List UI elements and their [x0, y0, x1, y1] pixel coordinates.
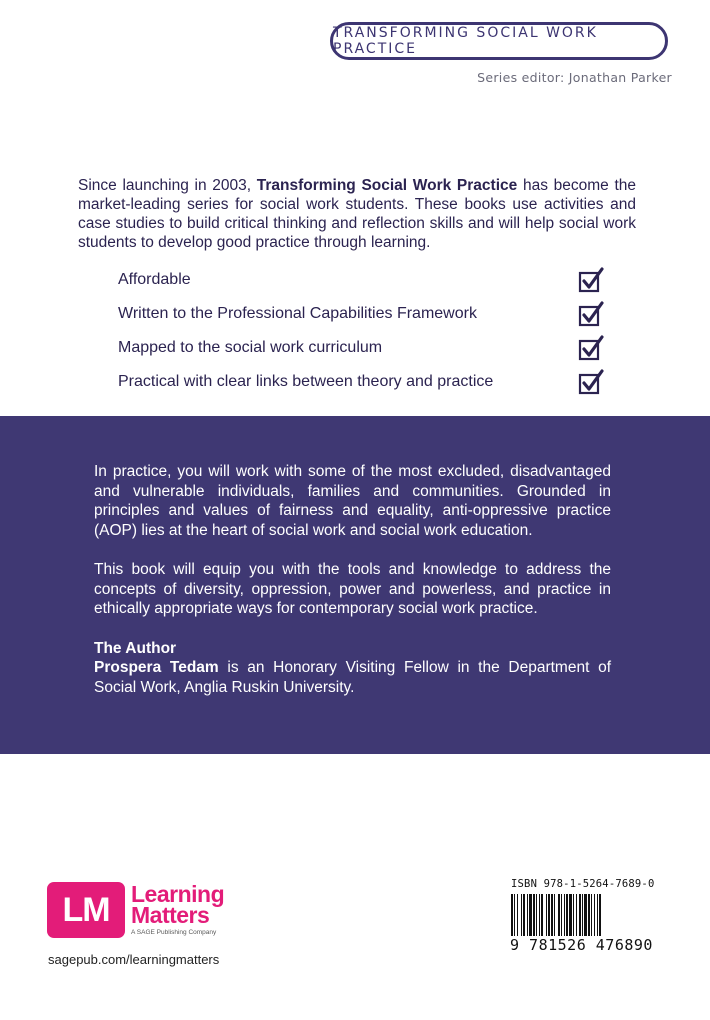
barcode-bar: [584, 894, 587, 936]
logo-wordmark: [131, 881, 225, 936]
publisher-logo: [47, 882, 224, 938]
barcode-digits: 9 781526 476890: [510, 936, 653, 954]
feature-label: Mapped to the social work curriculum: [118, 339, 383, 356]
barcode-bar: [523, 894, 525, 936]
publisher-website: sagepub.com/learningmatters: [48, 952, 220, 967]
logo-initials: LM: [47, 882, 125, 938]
logo-tagline: A SAGE Publishing Company: [131, 929, 217, 936]
barcode-bar: [533, 894, 535, 936]
barcode-bar: [564, 894, 565, 936]
blurb-paragraph-2: This book will equip you with the tools and knowledge to address the concepts of diversity, oppression, power and powerless, and practice in ethically appropriate ways for contemporary social work practice.: [94, 561, 611, 617]
barcode-bar: [576, 894, 577, 936]
barcode-bar: [541, 894, 543, 936]
series-editor: Series editor: Jonathan Parker: [477, 70, 672, 85]
barcode-bar: [588, 894, 590, 936]
feature-item: [118, 263, 604, 297]
barcode-bar: [517, 894, 518, 936]
barcode-bar: [569, 894, 572, 936]
barcode-bar: [548, 894, 550, 936]
feature-label: Affordable: [118, 271, 191, 288]
checkbox-checked-icon: [578, 369, 604, 395]
feature-item: [118, 297, 604, 331]
barcode-bar: [521, 894, 522, 936]
author-section: [94, 639, 611, 698]
feature-item: [118, 331, 604, 365]
series-title: TRANSFORMING SOCIAL WORK PRACTICE: [333, 25, 598, 57]
author-bio: is an Honorary Visiting Fellow in the Department of Social Work, Anglia Ruskin University.: [94, 659, 611, 696]
series-badge: [330, 22, 668, 60]
barcode-bar: [573, 894, 574, 936]
barcode-bar: [594, 894, 595, 936]
isbn-label: ISBN 978-1-5264-7689-0: [511, 878, 655, 890]
barcode-bar: [597, 894, 598, 936]
blurb-text: [94, 462, 611, 717]
barcode-bar: [539, 894, 540, 936]
intro-paragraph: [78, 176, 636, 252]
barcode-bar: [582, 894, 583, 936]
barcode-bar: [527, 894, 528, 936]
blurb-band: [0, 416, 710, 754]
barcode-bar: [591, 894, 592, 936]
barcode-bar: [514, 894, 515, 936]
barcode-bar: [554, 894, 555, 936]
barcode-bar: [511, 894, 513, 936]
feature-label: Written to the Professional Capabilities Framework: [118, 305, 477, 322]
checkbox-checked-icon: [578, 267, 604, 293]
barcode-bar: [536, 894, 537, 936]
checkbox-checked-icon: [578, 335, 604, 361]
intro-lead: Since launching in 2003,: [78, 177, 257, 194]
barcode-bar: [558, 894, 560, 936]
author-name: Prospera Tedam: [94, 659, 219, 676]
blurb-paragraph-1: In practice, you will work with some of the most excluded, disadvantaged and vulnerable individuals, families and communities. Grounded in principles and values of fairness and equality, anti-oppressive practice (AOP) lies at the heart of social work and social work education.: [94, 463, 611, 539]
logo-word-2: Matters: [131, 902, 210, 928]
intro-rest: has become the market-leading series for social work students. These books use activities and case studies to build critical thinking and reflection skills and will help social work students to develop good practice through learning.: [78, 177, 636, 251]
logo-word-1: Learning: [131, 881, 225, 907]
author-heading: The Author: [94, 639, 177, 657]
feature-item: [118, 365, 604, 399]
intro-series-name: Transforming Social Work Practice: [256, 177, 518, 194]
barcode-bar: [529, 894, 532, 936]
barcode-bar: [599, 894, 601, 936]
checkbox-checked-icon: [578, 301, 604, 327]
feature-label: Practical with clear links between theory and practice: [118, 373, 494, 390]
barcode-bar: [566, 894, 568, 936]
barcode-bar: [579, 894, 581, 936]
barcode-bar: [546, 894, 547, 936]
barcode-icon: [509, 894, 659, 938]
feature-list: [118, 263, 604, 399]
barcode-bar: [551, 894, 553, 936]
barcode-bar: [561, 894, 562, 936]
